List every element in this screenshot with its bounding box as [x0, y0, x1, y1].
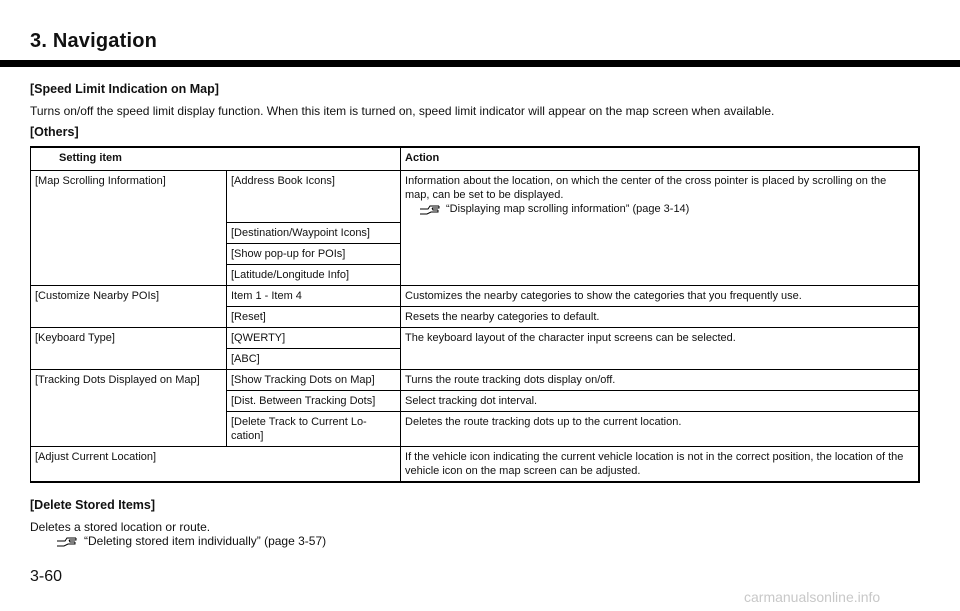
table-row — [31, 447, 919, 483]
group-adjust-current-location: [Adjust Current Location] — [31, 447, 401, 483]
action-delete-track: Deletes the route tracking dots up to the current location. — [401, 412, 919, 447]
item-show-tracking-dots: [Show Tracking Dots on Map] — [227, 370, 401, 391]
watermark: carmanualsonline.info — [744, 589, 881, 605]
item-delete-track: [Delete Track to Current Lo-cation] — [227, 412, 401, 447]
group-keyboard-type: [Keyboard Type] — [31, 328, 227, 370]
pointing-hand-icon — [56, 535, 78, 547]
header-setting-item: Setting item — [31, 147, 401, 171]
item-reset: [Reset] — [227, 307, 401, 328]
table-row — [31, 370, 919, 391]
page-number: 3-60 — [30, 568, 63, 585]
map-scrolling-reference — [405, 202, 914, 216]
item-destination-waypoint-icons: [Destination/Waypoint Icons] — [227, 223, 401, 244]
header-action: Action — [401, 147, 919, 171]
action-customize-nearby: Customizes the nearby categories to show the categories that you frequently use. — [401, 286, 919, 307]
chapter-title: 3. Navigation — [30, 30, 158, 52]
action-keyboard-type: The keyboard layout of the character input screens can be selected. — [401, 328, 919, 370]
action-map-scrolling-text: Information about the location, on which the center of the cross pointer is placed by scrolling on the map, can be set to be displayed. — [405, 175, 887, 201]
item-dist-between-dots: [Dist. Between Tracking Dots] — [227, 391, 401, 412]
item-1-4: Item 1 - Item 4 — [227, 286, 401, 307]
header-rule — [0, 60, 960, 67]
table-row — [31, 171, 919, 223]
delete-stored-heading: [Delete Stored Items] — [30, 498, 156, 512]
delete-stored-ref-text: “Deleting stored item individually” (page 3-57) — [84, 534, 327, 548]
others-settings-table — [30, 146, 920, 483]
delete-stored-reference — [56, 534, 326, 548]
action-dist-between-dots: Select tracking dot interval. — [401, 391, 919, 412]
item-show-popup-pois: [Show pop-up for POIs] — [227, 244, 401, 265]
group-map-scrolling: [Map Scrolling Information] — [31, 171, 227, 286]
table-row — [31, 328, 919, 349]
speed-limit-heading: [Speed Limit Indication on Map] — [30, 82, 219, 96]
speed-limit-text: Turns on/off the speed limit display function. When this item is turned on, speed limit indicator will appear on the map screen when available. — [30, 104, 775, 118]
pointing-hand-icon — [419, 203, 441, 215]
action-map-scrolling — [401, 171, 919, 286]
item-latitude-longitude-info: [Latitude/Longitude Info] — [227, 265, 401, 286]
others-heading: [Others] — [30, 125, 79, 139]
table-header-row — [31, 147, 919, 171]
action-reset: Resets the nearby categories to default. — [401, 307, 919, 328]
item-address-book-icons: [Address Book Icons] — [227, 171, 401, 223]
delete-stored-text: Deletes a stored location or route. — [30, 520, 211, 534]
action-adjust-current-location: If the vehicle icon indicating the current vehicle location is not in the correct position, the location of the vehicle icon on the map screen can be adjusted. — [401, 447, 919, 483]
group-customize-nearby-pois: [Customize Nearby POIs] — [31, 286, 227, 328]
item-abc: [ABC] — [227, 349, 401, 370]
group-tracking-dots: [Tracking Dots Displayed on Map] — [31, 370, 227, 447]
action-show-tracking-dots: Turns the route tracking dots display on/off. — [401, 370, 919, 391]
item-qwerty: [QWERTY] — [227, 328, 401, 349]
map-scrolling-ref-text: “Displaying map scrolling information” (page 3-14) — [446, 203, 690, 215]
table-row — [31, 286, 919, 307]
